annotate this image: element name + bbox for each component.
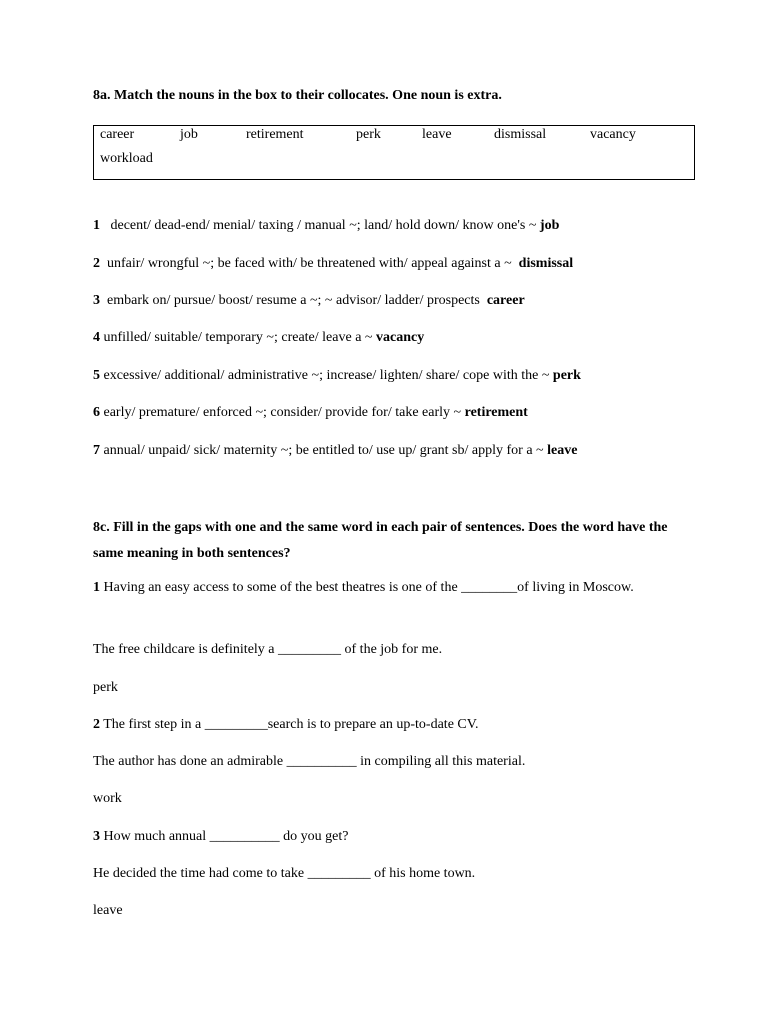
collocate-item-3: 3 embark on/ pursue/ boost/ resume a ~; ~ advisor/ ladder/ prospects career — [93, 293, 525, 308]
gap-sentence-1a: 1 Having an easy access to some of the best theatres is one of the ________of living in Moscow. — [93, 580, 634, 595]
gap-sentence-2a: 2 The first step in a _________search is to prepare an up-to-date CV. — [93, 717, 479, 732]
box-word: retirement — [246, 127, 304, 142]
collocate-item-2: 2 unfair/ wrongful ~; be faced with/ be threatened with/ appeal against a ~ dismissal — [93, 256, 574, 271]
gap-answer-1: perk — [93, 680, 118, 695]
gap-answer-3: leave — [93, 903, 123, 918]
box-word: workload — [100, 151, 153, 166]
gap-sentence-3a: 3 How much annual __________ do you get? — [93, 829, 349, 844]
box-word: job — [180, 127, 198, 142]
box-word: dismissal — [494, 127, 547, 142]
collocate-item-6: 6 early/ premature/ enforced ~; consider/ provide for/ take early ~ retirement — [93, 405, 528, 420]
gap-sentence-2b: The author has done an admirable __________ in compiling all this material. — [93, 754, 526, 769]
collocate-item-7: 7 annual/ unpaid/ sick/ maternity ~; be entitled to/ use up/ grant sb/ apply for a ~ leave — [93, 443, 578, 458]
word-box — [93, 125, 695, 180]
collocate-item-4: 4 unfilled/ suitable/ temporary ~; create/ leave a ~ vacancy — [93, 330, 425, 345]
collocate-item-5: 5 excessive/ additional/ administrative ~; increase/ lighten/ share/ cope with the ~ perk — [93, 368, 581, 383]
box-word: vacancy — [590, 127, 636, 142]
box-word: leave — [422, 127, 452, 142]
exercise-8c-title: 8c. Fill in the gaps with one and the same word in each pair of sentences. Does the word have the same meaning in both sentences? — [93, 520, 668, 561]
gap-sentence-3b: He decided the time had come to take _________ of his home town. — [93, 866, 476, 881]
box-word: perk — [356, 127, 381, 142]
box-word: career — [100, 127, 135, 142]
gap-answer-2: work — [93, 791, 122, 806]
collocate-item-1: 1 decent/ dead-end/ menial/ taxing / manual ~; land/ hold down/ know one's ~ job — [93, 218, 560, 233]
exercise-8a-title: 8a. Match the nouns in the box to their collocates. One noun is extra. — [93, 88, 502, 103]
gap-sentence-1b: The free childcare is definitely a _________ of the job for me. — [93, 642, 443, 657]
